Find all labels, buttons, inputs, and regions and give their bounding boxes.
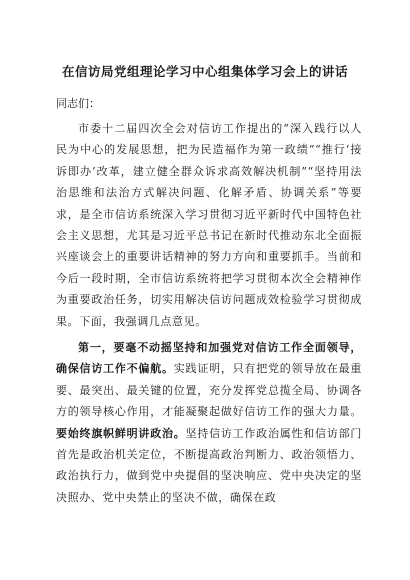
sub-point-text: 坚持信访工作政治属性和信访部门首先是政治机关定位，不断提高政治判断力、政治领悟力、政治执行力，做到党中央提倡的坚决响应、党中央决定的坚决照办、党中央禁止的坚决不做，确保在政 [56, 426, 362, 504]
sub-point-heading: 要始终旗帜鲜明讲政治。 [56, 426, 186, 440]
point-heading: 第一，要毫不动摇坚持和加强党对信访工作全面领导，确保信访工作不偏航。 [56, 341, 362, 376]
paragraph-intro: 市委十二届四次全会对信访工作提出的“深入践行以人民为中心的发展思想，把为民造福作为第一政绩”“推行‘接诉即办’改革，建立健全群众诉求高效解决机制”“坚持用法治思维和法治方式解决问题、化解矛盾、协调关系”等要求，是全市信访系统深入学习贯彻习近平新时代中国特色社会主义思想，尤其是习近平总书记在新时代推动东北全面振兴座谈会上的重要讲话精神的努力方向和重要抓手。当前和今后一段时期，全市信访系统将把学习贯彻本次全会精神作为重要政治任务，切实用解决信访问题成效检验学习贯彻成果。下面，我强调几点意见。 [56, 122, 362, 328]
document-title: 在信访局党组理论学习中心组集体学习会上的讲话 [61, 64, 348, 79]
paragraph-first-point [56, 337, 362, 508]
salutation: 同志们： [56, 97, 100, 110]
point-text: 实践证明，只有把党的领导放在最重要、最突出、最关键的位置，充分发挥党总揽全局、协调各方的领导核心作用，才能凝聚起做好信访工作的强大力量。 [56, 362, 362, 419]
